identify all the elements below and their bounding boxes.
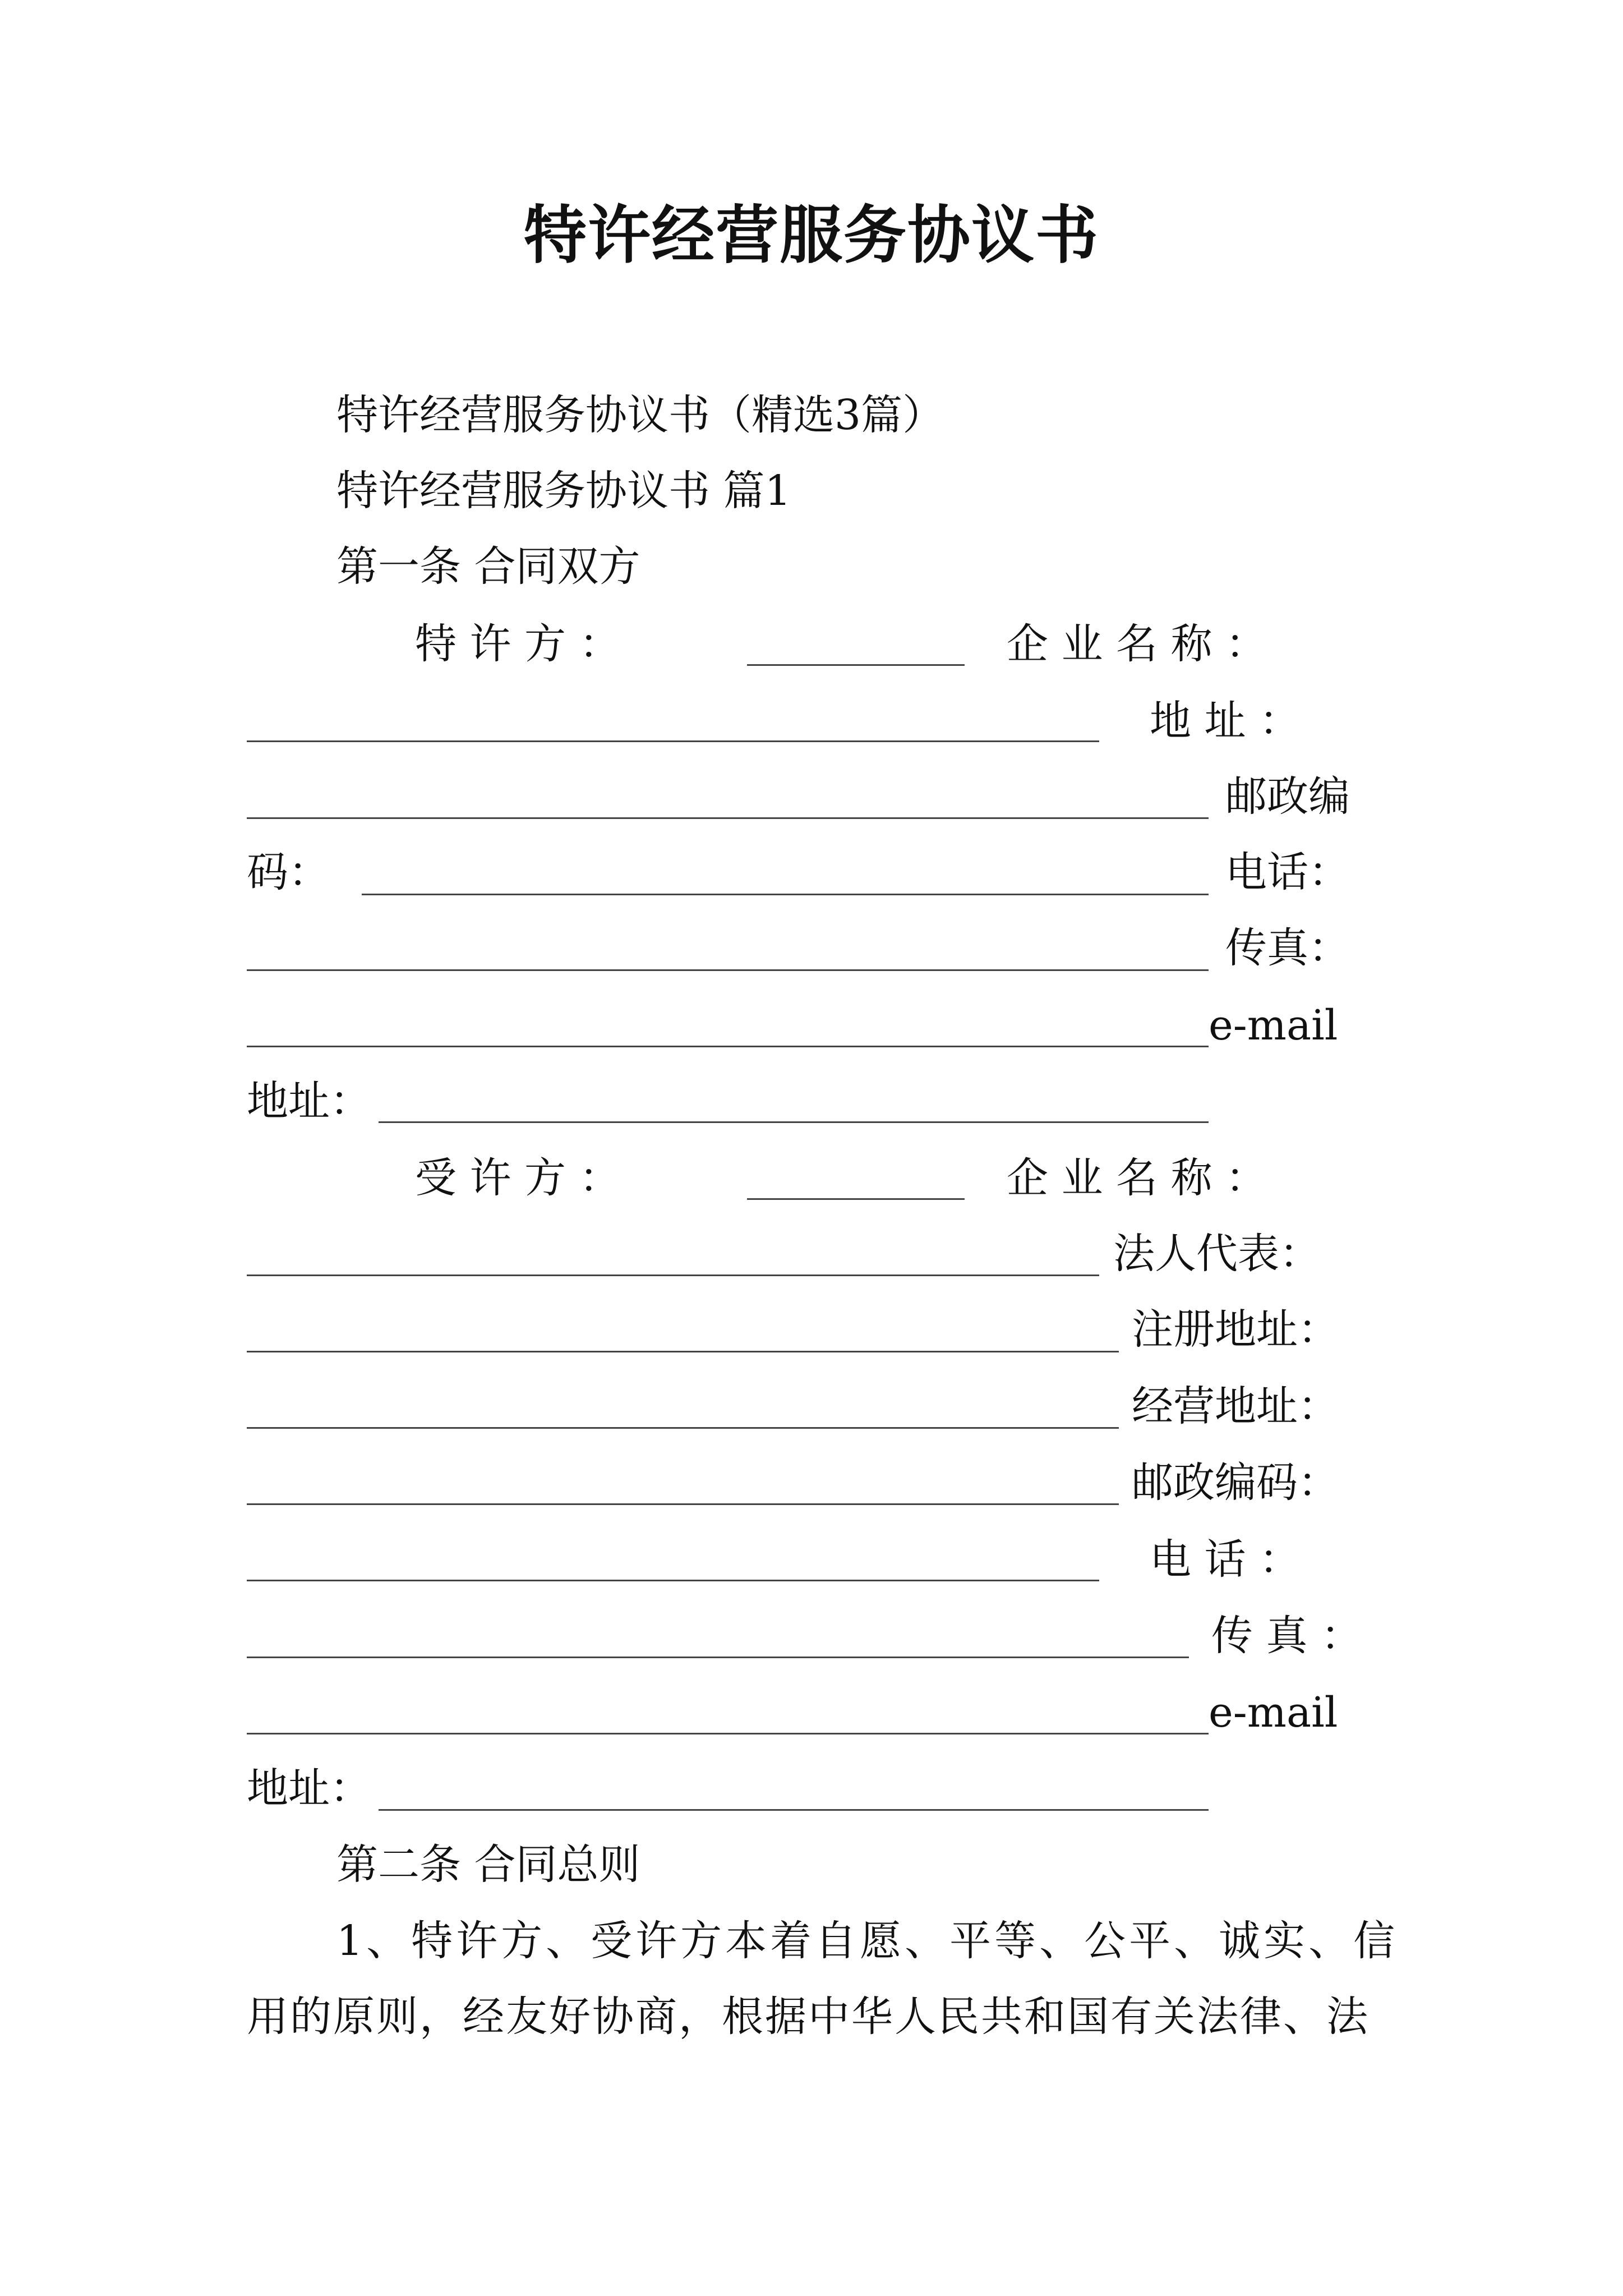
article1-heading: 第一条 合同双方 bbox=[336, 542, 640, 591]
franchisee-reg-address-blank bbox=[247, 1427, 1119, 1429]
franchisor-postal-label-b: 码： bbox=[247, 848, 330, 896]
franchisee-label: 受 许 方 ： bbox=[415, 1154, 621, 1202]
franchisor-email-label-b: 地址： bbox=[247, 1077, 371, 1125]
franchisee-name-blank bbox=[747, 1198, 965, 1200]
franchisee-legal-rep-label: 法人代表： bbox=[1113, 1230, 1321, 1278]
franchisee-postal-label: 邮政编码： bbox=[1132, 1458, 1339, 1507]
franchisee-company-label: 企 业 名 称 ： bbox=[1007, 1154, 1267, 1202]
franchisee-postal-blank bbox=[247, 1580, 1099, 1581]
franchisor-phone-blank bbox=[247, 969, 1209, 971]
franchisee-biz-address-label: 经营地址： bbox=[1132, 1382, 1339, 1430]
article2-heading: 第二条 合同总则 bbox=[336, 1841, 640, 1889]
franchisee-email-label-b: 地址： bbox=[247, 1764, 371, 1812]
franchisee-company-blank bbox=[247, 1274, 1099, 1276]
franchisee-phone-blank bbox=[247, 1657, 1189, 1658]
franchisor-postal-label-a: 邮政编 bbox=[1225, 772, 1350, 821]
franchisee-biz-address-blank bbox=[247, 1503, 1119, 1505]
franchisor-email-blank bbox=[379, 1121, 1209, 1123]
franchisor-fax-blank bbox=[247, 1046, 1209, 1047]
franchisor-label: 特 许 方 ： bbox=[415, 620, 621, 668]
document-title: 特许经营服务协议书 bbox=[524, 199, 1099, 272]
franchisor-email-label-a: e-mail bbox=[1209, 1001, 1338, 1050]
part-heading: 特许经营服务协议书 篇1 bbox=[336, 467, 791, 515]
franchisor-phone-label: 电话： bbox=[1225, 848, 1350, 896]
subtitle: 特许经营服务协议书（精选3篇） bbox=[336, 391, 944, 439]
franchisee-email-label-a: e-mail bbox=[1209, 1688, 1338, 1737]
franchisor-address-blank bbox=[247, 817, 1209, 819]
franchisee-legal-rep-blank bbox=[247, 1351, 1119, 1352]
franchisor-fax-label: 传真： bbox=[1225, 924, 1350, 972]
franchisee-fax-blank bbox=[247, 1733, 1209, 1734]
franchisor-company-label: 企 业 名 称 ： bbox=[1007, 620, 1267, 668]
article2-paragraph-line1: 1、特许方、受许方本着自愿、平等、公平、诚实、信 bbox=[336, 1917, 1399, 1965]
article2-paragraph-line2: 用的原则，经友好协商，根据中华人民共和国有关法律、法 bbox=[247, 1993, 1370, 2041]
franchisor-company-blank bbox=[247, 740, 1099, 742]
franchisee-fax-label: 传 真 ： bbox=[1211, 1612, 1363, 1660]
franchisee-phone-label: 电 话 ： bbox=[1150, 1535, 1301, 1584]
franchisor-postal-blank bbox=[362, 894, 1209, 895]
franchisor-name-blank bbox=[747, 664, 965, 666]
franchisee-reg-address-label: 注册地址： bbox=[1132, 1305, 1339, 1354]
franchisor-address-label: 地 址 ： bbox=[1150, 697, 1301, 745]
franchisee-email-blank bbox=[379, 1809, 1209, 1811]
